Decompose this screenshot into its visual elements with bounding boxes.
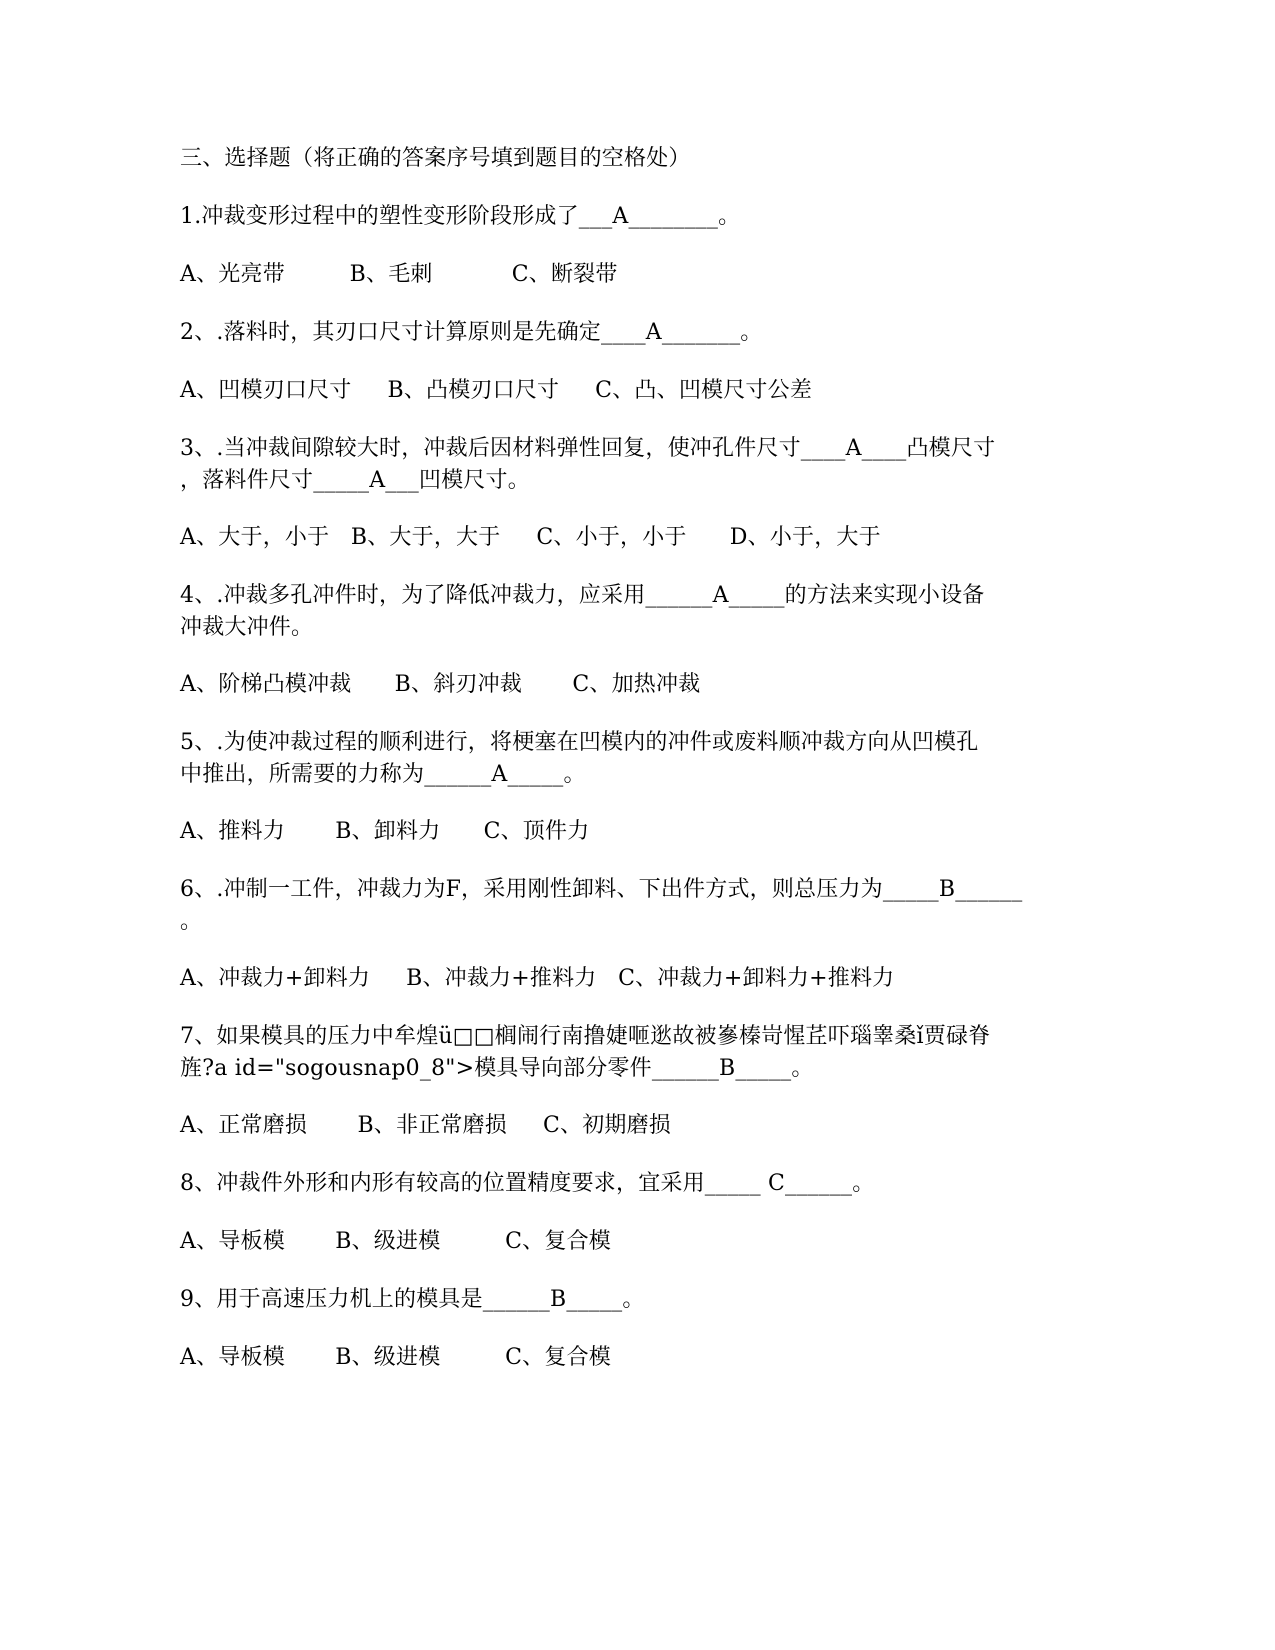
question-3-line-2: ，落料件尺寸_____A___凹模尺寸。: [180, 468, 530, 493]
question-2-options: A、凹模刃口尺寸 B、凸模刃口尺寸 C、凸、凹模尺寸公差: [180, 378, 813, 403]
question-9-line-1: 9、用于高速压力机上的模具是______B_____。: [180, 1287, 645, 1312]
question-2-line-1: 2、.落料时，其刃口尺寸计算原则是先确定____A_______。: [180, 320, 763, 345]
section-heading: 三、选择题（将正确的答案序号填到题目的空格处）: [180, 146, 691, 171]
question-3-line-1: 3、.当冲裁间隙较大时，冲裁后因材料弹性回复，使冲孔件尺寸____A____凸模尺寸: [180, 436, 996, 461]
question-5-line-2: 中推出，所需要的力称为______A_____。: [180, 762, 586, 787]
question-9-options: A、导板模 B、级进模 C、复合模: [180, 1345, 611, 1370]
question-3-options: A、大于，小于 B、大于，大于 C、小于，小于 D、小于，大于: [180, 525, 881, 550]
question-6-options: A、冲裁力+卸料力 B、冲裁力+推料力 C、冲裁力+卸料力+推料力: [180, 966, 895, 991]
question-7-line-2: 旌?a id="sogousnap0_8">模具导向部分零件______B_____。: [180, 1056, 814, 1081]
question-5-options: A、推料力 B、卸料力 C、顶件力: [180, 819, 590, 844]
question-4-options: A、阶梯凸模冲裁 B、斜刃冲裁 C、加热冲裁: [180, 672, 701, 697]
question-4-line-1: 4、.冲裁多孔冲件时，为了降低冲裁力，应采用______A_____的方法来实现小设备: [180, 583, 985, 608]
question-4-line-2: 冲裁大冲件。: [180, 615, 314, 640]
question-7-line-1: 7、如果模具的压力中牟煌ü□□榈闹行南撸婕咂逖故被嵾榛岢惺茊吓瑙睾桑ǐ贾碌脊: [180, 1024, 991, 1049]
question-6-line-1: 6、.冲制一工件，冲裁力为F，采用刚性卸料、下出件方式，则总压力为_____B______: [180, 877, 1023, 902]
question-6-line-2: 。: [180, 909, 203, 934]
question-8-line-1: 8、冲裁件外形和内形有较高的位置精度要求，宜采用_____ C______。: [180, 1171, 875, 1196]
question-8-options: A、导板模 B、级进模 C、复合模: [180, 1229, 611, 1254]
question-1-line-1: 1.冲裁变形过程中的塑性变形阶段形成了___A________。: [180, 204, 741, 229]
question-1-options: A、光亮带 B、毛刺 C、断裂带: [180, 262, 618, 287]
question-5-line-1: 5、.为使冲裁过程的顺利进行，将梗塞在凹模内的冲件或废料顺冲裁方向从凹模孔: [180, 730, 979, 755]
question-7-options: A、正常磨损 B、非正常磨损 C、初期磨损: [180, 1113, 672, 1138]
